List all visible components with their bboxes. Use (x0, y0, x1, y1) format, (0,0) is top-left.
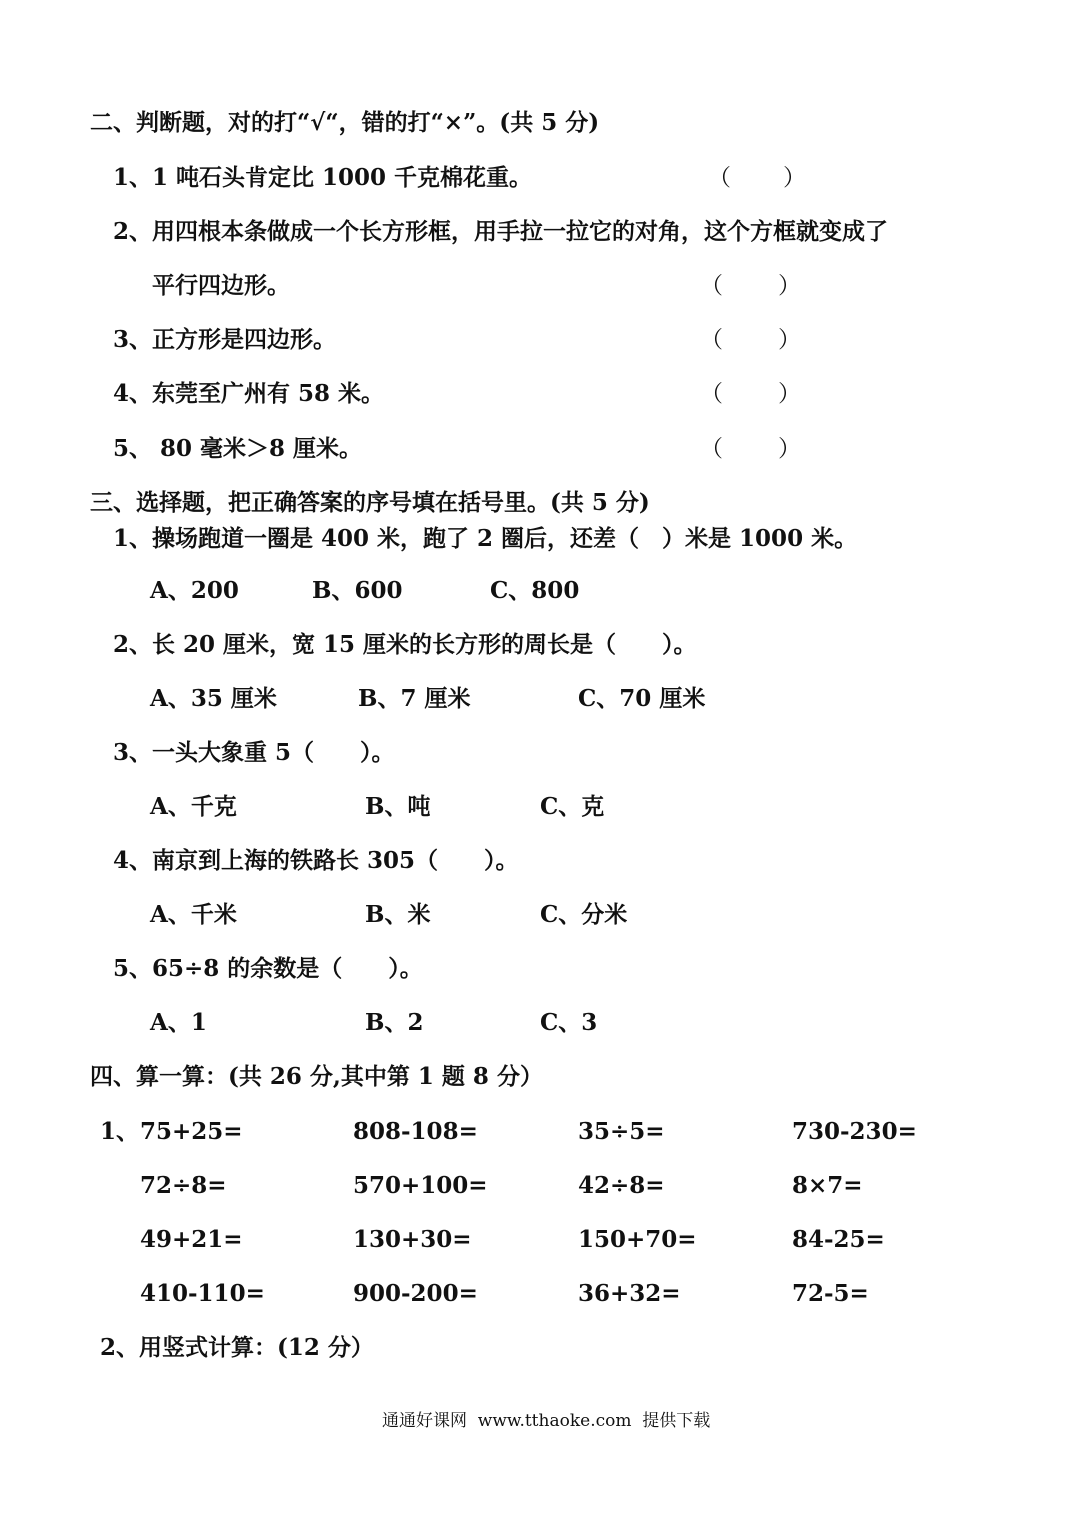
calc-expression: 84-25= (792, 1226, 885, 1253)
choice-option-2c: C、70 厘米 (578, 685, 706, 712)
answer-close-paren-1: ） (783, 165, 806, 191)
calc-expression: 75+25= (140, 1118, 243, 1145)
answer-open-paren-5: （ (700, 436, 723, 462)
calc-expression: 150+70= (578, 1226, 697, 1253)
calc-expression: 130+30= (353, 1226, 472, 1253)
choice-question-1: 1、操场跑道一圈是 400 米，跑了 2 圈后，还差（ ）米是 1000 米。 (113, 525, 858, 552)
calc-expression: 8×7= (792, 1172, 863, 1199)
choice-option-3a: A、千克 (150, 793, 237, 820)
choice-option-3c: C、克 (540, 793, 605, 820)
calc-q1-label: 1、 (100, 1118, 140, 1145)
section4-heading: 四、算一算：(共 26 分,其中第 1 题 8 分） (90, 1063, 543, 1090)
answer-close-paren-3: ） (778, 327, 801, 353)
section2-heading: 二、判断题，对的打“√“，错的打“×”。(共 5 分) (90, 109, 600, 136)
answer-close-paren-4: ） (778, 381, 801, 407)
judge-item-3: 3、正方形是四边形。 (113, 326, 337, 353)
judge-item-5: 5、 80 毫米＞8 厘米。 (113, 435, 363, 462)
choice-option-5b: B、2 (365, 1009, 424, 1036)
choice-option-1a: A、200 (150, 577, 239, 604)
calc-expression: 900-200= (353, 1280, 478, 1307)
answer-close-paren-5: ） (778, 436, 801, 462)
choice-option-3b: B、吨 (365, 793, 431, 820)
calc-expression: 808-108= (353, 1118, 478, 1145)
choice-option-4b: B、米 (365, 901, 431, 928)
calc-q2-heading: 2、用竖式计算：(12 分） (100, 1334, 374, 1361)
choice-option-5c: C、3 (540, 1009, 598, 1036)
judge-item-2: 2、用四根本条做成一个长方形框，用手拉一拉它的对角，这个方框就变成了 (113, 218, 889, 245)
choice-option-4c: C、分米 (540, 901, 628, 928)
choice-option-2b: B、7 厘米 (358, 685, 471, 712)
footer-source: 通通好课网 www.tthaoke.com 提供下载 (382, 1411, 711, 1431)
section3-heading: 三、选择题，把正确答案的序号填在括号里。(共 5 分) (90, 489, 650, 516)
choice-option-5a: A、1 (150, 1009, 207, 1036)
answer-open-paren-3: （ (700, 327, 723, 353)
answer-open-paren-4: （ (700, 381, 723, 407)
calc-expression: 410-110= (140, 1280, 265, 1307)
answer-close-paren-2: ） (778, 273, 801, 299)
choice-option-2a: A、35 厘米 (150, 685, 277, 712)
judge-item-2-cont: 平行四边形。 (152, 272, 290, 299)
judge-item-4: 4、东莞至广州有 58 米。 (113, 380, 385, 407)
calc-expression: 72÷8= (140, 1172, 227, 1199)
choice-option-4a: A、千米 (150, 901, 237, 928)
judge-item-1: 1、1 吨石头肯定比 1000 千克棉花重。 (113, 164, 533, 191)
choice-question-5: 5、65÷8 的余数是（ ）。 (113, 955, 423, 982)
answer-open-paren-1: （ (708, 165, 731, 191)
calc-expression: 72-5= (792, 1280, 869, 1307)
calc-expression: 730-230= (792, 1118, 917, 1145)
choice-question-3: 3、一头大象重 5（ ）。 (113, 739, 395, 766)
calc-expression: 36+32= (578, 1280, 681, 1307)
calc-expression: 42÷8= (578, 1172, 665, 1199)
answer-open-paren-2: （ (700, 273, 723, 299)
calc-expression: 35÷5= (578, 1118, 665, 1145)
choice-question-2: 2、长 20 厘米，宽 15 厘米的长方形的周长是（ ）。 (113, 631, 697, 658)
choice-option-1b: B、600 (312, 577, 403, 604)
calc-expression: 570+100= (353, 1172, 488, 1199)
choice-option-1c: C、800 (490, 577, 580, 604)
calc-expression: 49+21= (140, 1226, 243, 1253)
choice-question-4: 4、南京到上海的铁路长 305（ ）。 (113, 847, 519, 874)
